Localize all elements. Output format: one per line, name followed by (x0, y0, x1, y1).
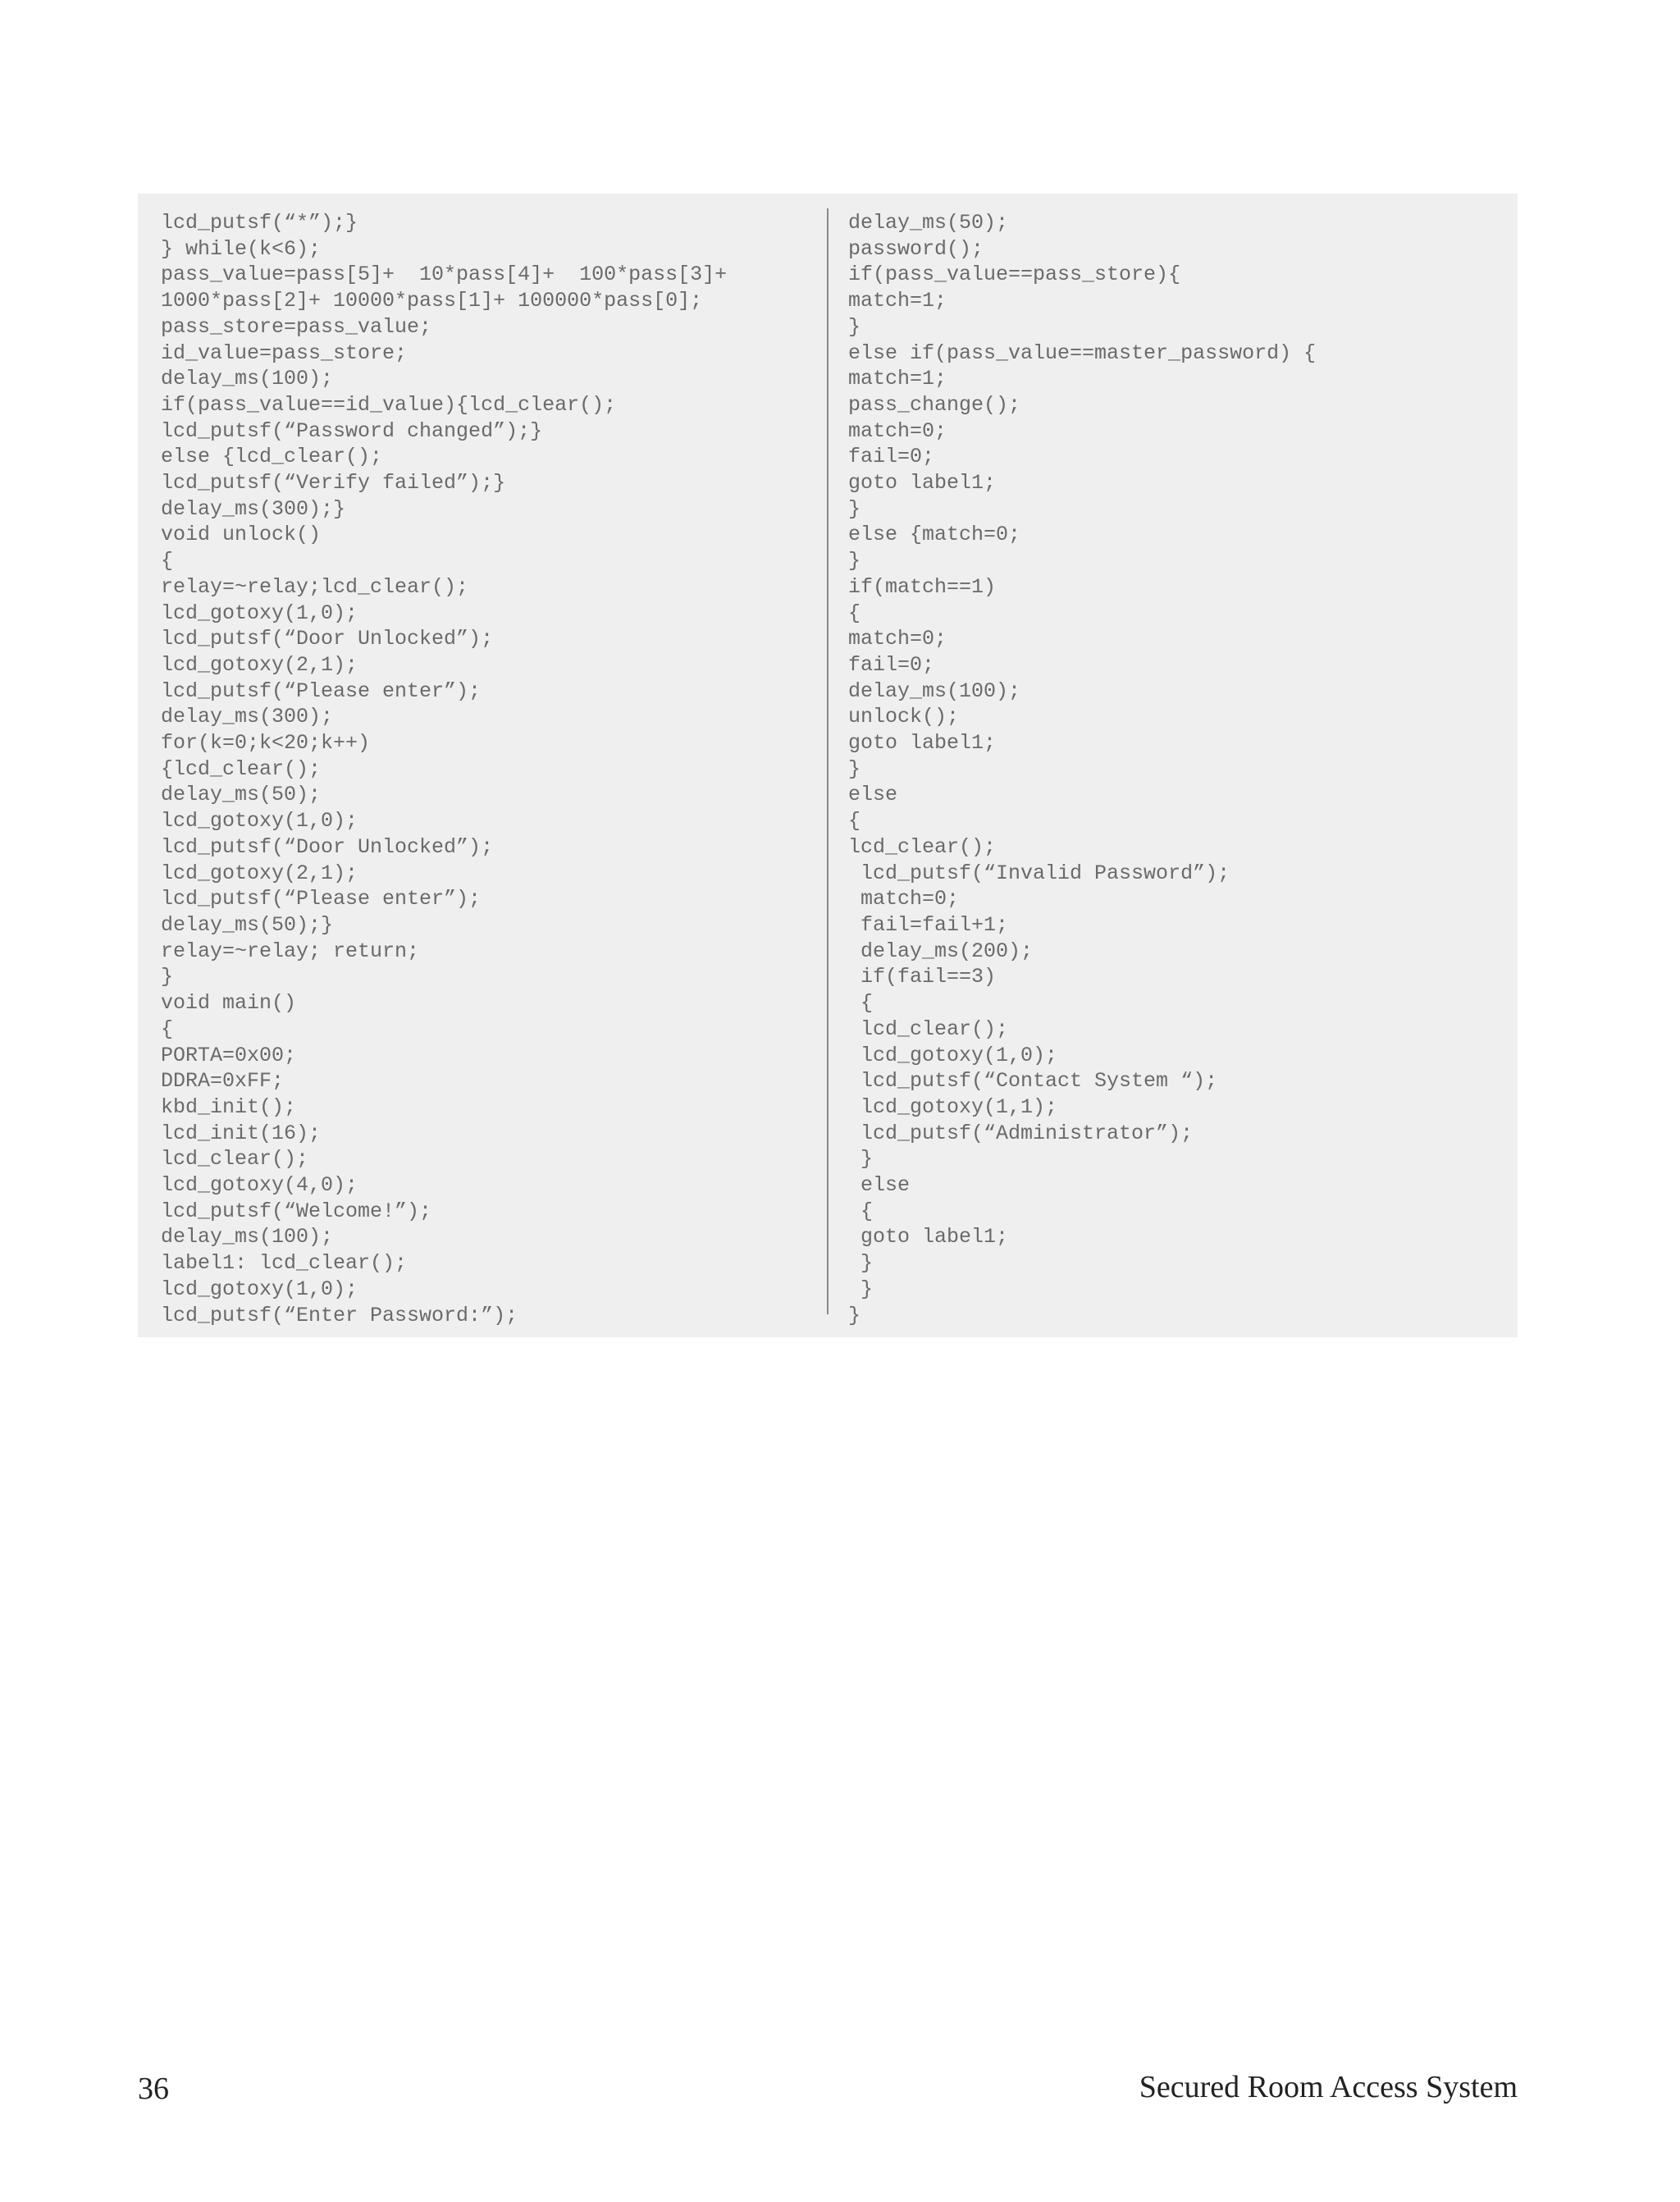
code-line: if(fail==3) (848, 965, 997, 989)
code-line: } (848, 314, 861, 339)
code-line: {lcd_clear(); (161, 756, 322, 781)
code-line: delay_ms(100); (161, 1225, 334, 1249)
code-line: lcd_gotoxy(1,0); (161, 809, 358, 834)
code-line: { (848, 601, 861, 625)
code-line: fail=0; (848, 445, 935, 469)
code-line: delay_ms(50); (848, 211, 1009, 235)
code-line: relay=~relay;lcd_clear(); (161, 574, 469, 599)
code-line: if(pass_value==pass_store){ (848, 263, 1181, 287)
code-line: lcd_putsf(“Door Unlocked”); (161, 627, 494, 651)
code-line: lcd_init(16); (161, 1121, 322, 1145)
code-line: else if(pass_value==master_password) { (848, 340, 1317, 365)
code-line: void unlock() (161, 523, 322, 547)
code-line: } (848, 1277, 874, 1301)
code-line: { (161, 549, 174, 573)
code-line: } while(k<6); (161, 236, 322, 261)
code-line: lcd_gotoxy(1,0); (161, 1277, 358, 1301)
code-line: delay_ms(300);} (161, 496, 346, 521)
code-line: pass_change(); (848, 392, 1021, 417)
code-line: lcd_gotoxy(2,1); (161, 652, 358, 677)
code-line: delay_ms(100); (848, 678, 1021, 703)
code-line: { (848, 809, 861, 834)
code-line: lcd_gotoxy(1,1); (848, 1094, 1058, 1119)
code-line: fail=0; (848, 652, 935, 677)
code-line: else (848, 1173, 911, 1198)
code-line: delay_ms(50); (161, 783, 322, 807)
code-line: delay_ms(200); (848, 939, 1034, 963)
code-line: lcd_putsf(“Door Unlocked”); (161, 834, 494, 859)
code-line: lcd_putsf(“Contact System “); (848, 1069, 1218, 1094)
running-title: Secured Room Access System (1139, 2070, 1518, 2104)
code-line: lcd_gotoxy(1,0); (848, 1043, 1058, 1067)
code-line: match=0; (848, 887, 960, 911)
code-line: } (848, 496, 861, 521)
column-divider (827, 208, 829, 1314)
code-column-left (161, 210, 727, 1328)
code-line: } (848, 1303, 861, 1327)
code-line: } (848, 549, 861, 573)
code-line: match=1; (848, 367, 947, 391)
code-line: lcd_putsf(“Invalid Password”); (848, 861, 1230, 885)
code-line: if(pass_value==id_value){lcd_clear(); (161, 392, 617, 417)
code-line: void main() (161, 991, 297, 1016)
code-line: lcd_putsf(“Verify failed”);} (161, 471, 506, 496)
code-line: lcd_clear(); (848, 1016, 1009, 1041)
code-line: lcd_clear(); (848, 834, 997, 859)
code-line: DDRA=0xFF; (161, 1069, 285, 1094)
code-line: goto label1; (848, 731, 997, 756)
code-line: { (848, 991, 874, 1016)
code-line: } (848, 1251, 874, 1276)
code-line: delay_ms(100); (161, 367, 334, 391)
code-line: lcd_clear(); (161, 1147, 309, 1172)
code-line: lcd_putsf(“Password changed”);} (161, 418, 543, 443)
code-line: kbd_init(); (161, 1094, 297, 1119)
code-line: lcd_putsf(“Please enter”); (161, 887, 482, 911)
code-line: relay=~relay; return; (161, 939, 420, 963)
code-line: delay_ms(300); (161, 705, 334, 729)
code-line: pass_value=pass[5]+ 10*pass[4]+ 100*pass[3]+ (161, 263, 728, 287)
code-listing (138, 194, 1518, 1337)
code-line: lcd_putsf(“Administrator”); (848, 1121, 1194, 1145)
code-line: PORTA=0x00; (161, 1043, 297, 1067)
code-line: lcd_gotoxy(4,0); (161, 1173, 358, 1198)
code-line: lcd_gotoxy(1,0); (161, 601, 358, 625)
code-line: match=1; (848, 289, 947, 313)
code-line: } (161, 965, 174, 989)
code-line: goto label1; (848, 1225, 1009, 1249)
code-line: pass_store=pass_value; (161, 314, 432, 339)
code-line: } (848, 756, 861, 781)
code-line: else {match=0; (848, 523, 1021, 547)
code-line: else {lcd_clear(); (161, 445, 383, 469)
code-line: if(match==1) (848, 574, 997, 599)
code-line: password(); (848, 236, 984, 261)
code-line: id_value=pass_store; (161, 340, 408, 365)
code-line: for(k=0;k<20;k++) (161, 731, 371, 756)
code-line: lcd_putsf(“Enter Password:”); (161, 1303, 518, 1327)
page-number: 36 (138, 2072, 169, 2106)
code-line: unlock(); (848, 705, 960, 729)
code-column-right (848, 210, 1316, 1328)
code-line: lcd_putsf(“Please enter”); (161, 678, 482, 703)
code-line: lcd_putsf(“*”);} (161, 211, 358, 235)
code-line: } (848, 1147, 874, 1172)
code-line: lcd_gotoxy(2,1); (161, 861, 358, 885)
code-line: label1: lcd_clear(); (161, 1251, 408, 1276)
code-line: else (848, 783, 898, 807)
code-line: delay_ms(50);} (161, 912, 334, 937)
code-line: match=0; (848, 418, 947, 443)
code-line: lcd_putsf(“Welcome!”); (161, 1199, 432, 1223)
code-line: fail=fail+1; (848, 912, 1009, 937)
code-line: goto label1; (848, 471, 997, 496)
code-line: 1000*pass[2]+ 10000*pass[1]+ 100000*pass[0]; (161, 289, 703, 313)
code-line: { (848, 1199, 874, 1223)
code-line: match=0; (848, 627, 947, 651)
code-line: { (161, 1016, 174, 1041)
